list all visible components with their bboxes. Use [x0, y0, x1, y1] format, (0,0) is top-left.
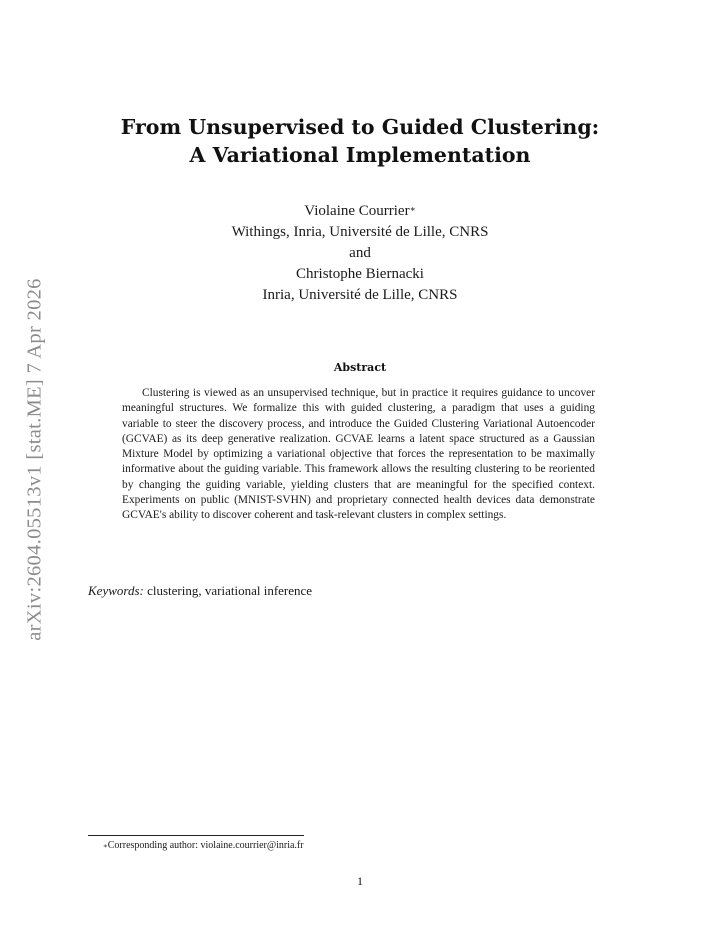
abstract-heading: Abstract — [333, 361, 387, 374]
footnote-divider — [88, 835, 304, 836]
footnote — [103, 840, 304, 852]
keywords-values: clustering, variational inference — [147, 583, 313, 598]
title-line-1: From Unsupervised to Guided Clustering: — [120, 115, 600, 139]
author-conjunction: and — [349, 245, 371, 261]
title-line-2: A Variational Implementation — [189, 143, 531, 167]
footnote-text: Corresponding author: violaine.courrier@inria.fr — [107, 840, 304, 851]
author-1 — [0, 201, 720, 222]
author-1-affiliation: Withings, Inria, Université de Lille, CNRS — [231, 224, 489, 240]
footnote-mark: ∗ — [103, 842, 108, 850]
arxiv-identifier-stamp — [23, 248, 47, 670]
keywords-line — [88, 582, 312, 599]
author-block — [0, 201, 720, 306]
author-2-name: Christophe Biernacki — [296, 266, 424, 282]
author-2-affiliation: Inria, Université de Lille, CNRS — [262, 287, 458, 303]
abstract-text: Clustering is viewed as an unsupervised technique, but in practice it requires guidance to uncover meaningful structures. We formalize this with guided clustering, a paradigm that uses a guiding variable to steer the discovery process, and introduce the Guided Clustering Variational Autoencoder (GCVAE) as its deep generative realization. GCVAE learns a latent space structured as a Gaussian Mixture Model by optimizing a variational objective that forces the representation to be maximally informative about the guiding variable. This framework allows the resulting clustering to be reoriented by changing the guiding variable, yielding clusters that are meaningful for the specified context. Experiments on public (MNIST-SVHN) and proprietary connected health devices data demonstrate GCVAE's ability to discover coherent and task-relevant clusters in complex settings. — [122, 387, 595, 522]
keywords-label: Keywords: — [88, 583, 144, 598]
page-number: 1 — [357, 874, 363, 888]
paper-title — [0, 113, 720, 169]
author-1-footnote-mark: ∗ — [409, 204, 416, 214]
arxiv-identifier-text: arXiv:2604.05513v1 [stat.ME] 7 Apr 2026 — [23, 277, 46, 641]
author-1-name: Violaine Courrier — [304, 203, 410, 219]
